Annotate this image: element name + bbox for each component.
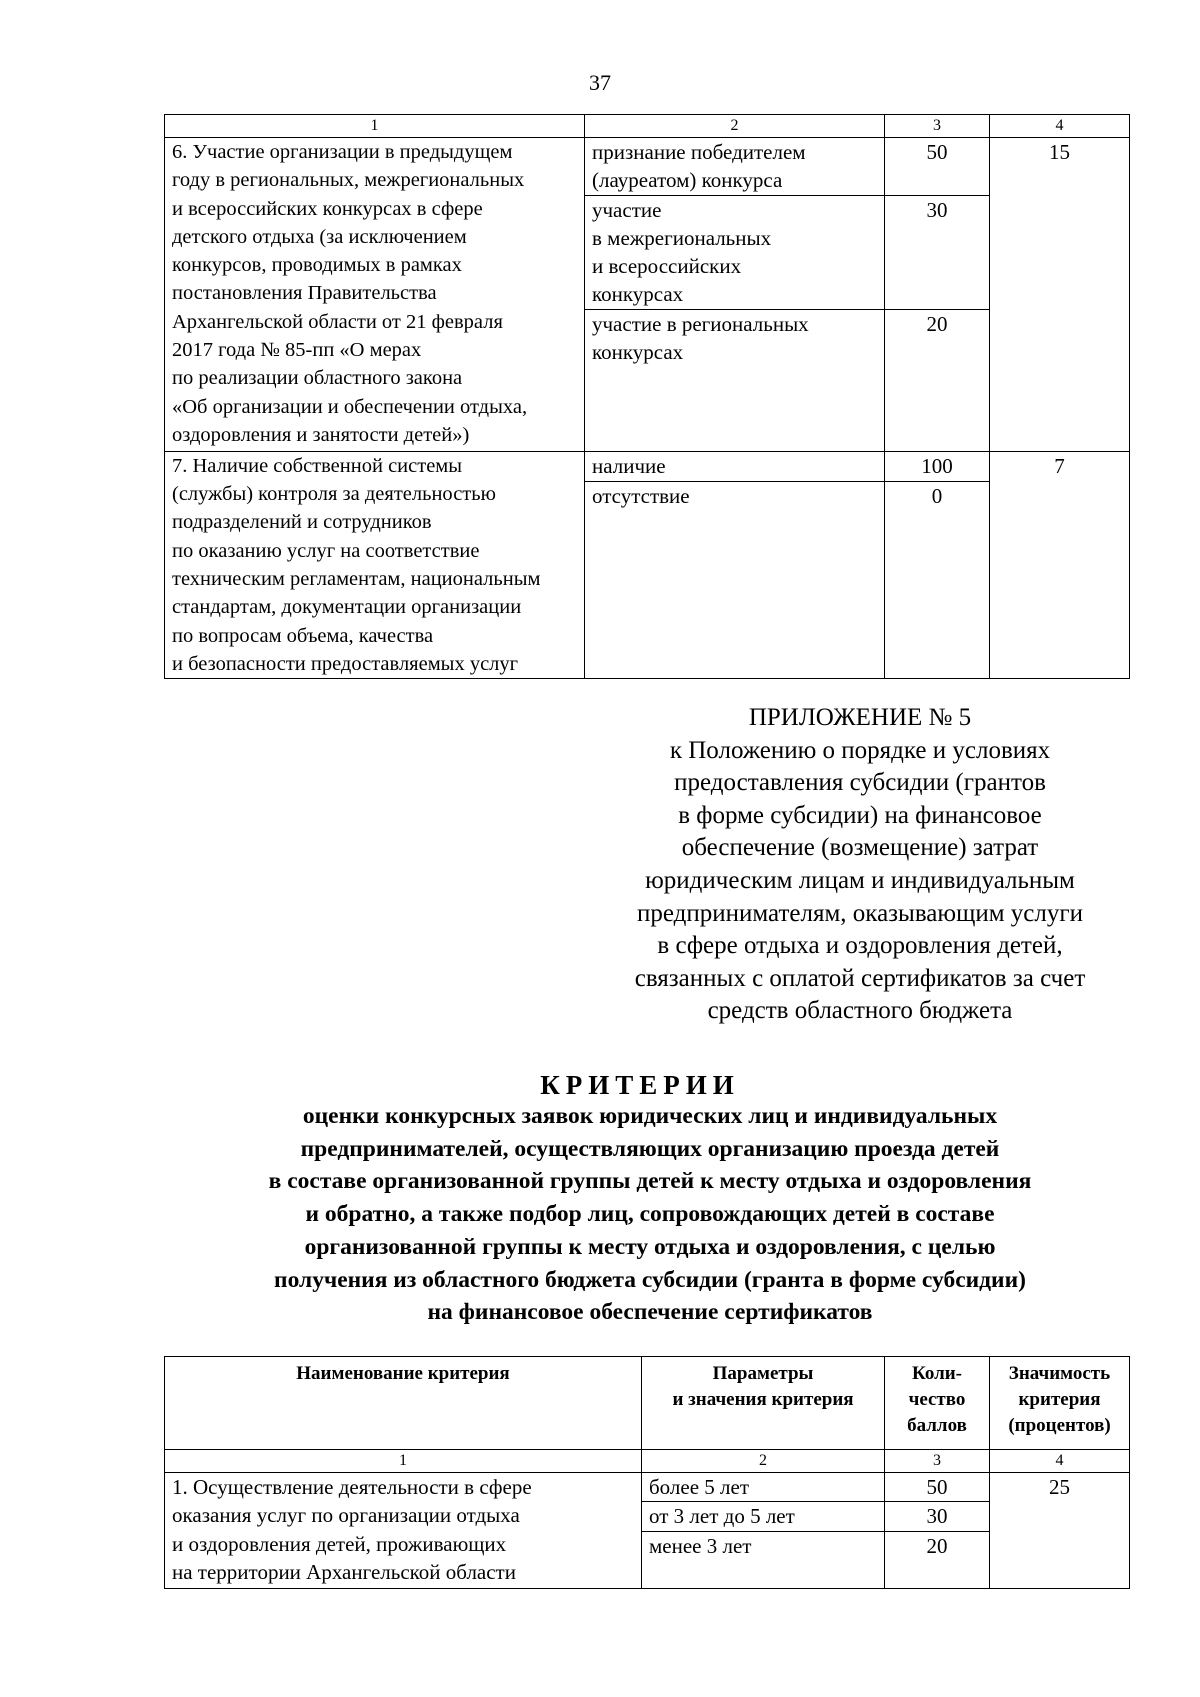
criterion-line: и безопасности предоставляемых услуг [172,652,519,675]
criteria-subtitle-line: организованной группы к месту отдыха и оздоровления, с целью [304,1233,996,1260]
appendix-line: к Положению о порядке и условиях [669,736,1051,764]
param-line: и всероссийских [592,254,742,279]
criteria-subtitle-line: оценки конкурсных заявок юридических лиц и индивидуальных [302,1103,998,1129]
param-cell: от 3 лет до 5 лет [642,1502,885,1531]
appendix-line: в форме субсидии) на финансовое [678,801,1042,829]
header-criterion-name: Наименование критерия [165,1357,642,1450]
col-number: 2 [585,115,885,138]
criterion-cell [165,451,585,678]
page-number: 37 [589,70,611,95]
appendix-heading [590,702,1130,1028]
header-line: и значения критерия [672,1389,854,1410]
param-cell [585,451,885,481]
criteria-title: КРИТЕРИИ [540,1070,740,1100]
criterion-line: «Об организации и обеспечении отдыха, [172,395,528,418]
param-line: отсутствие [592,484,690,509]
criterion-line: 2017 года № 85-пп «О мерах [172,339,422,362]
weight-cell: 25 [990,1473,1130,1589]
param-line: наличие [592,453,666,478]
criterion-line: по реализации областного закона [172,367,463,390]
col-number: 1 [165,1450,642,1473]
header-line: Параметры [712,1363,814,1384]
header-line: (процентов) [1008,1415,1111,1436]
param-cell [585,138,885,196]
points-cell: 30 [885,1502,990,1531]
header-parameters [642,1357,885,1450]
header-line: критерия [1018,1389,1101,1410]
param-line: участие в региональных [592,311,809,336]
criterion-line: 7. Наличие собственной системы [172,454,463,477]
criterion-line: и всероссийских конкурсах в сфере [172,197,483,220]
weight-cell: 15 [990,138,1130,452]
continuation-table [164,114,1130,679]
criterion-line: по вопросам объема, качества [172,624,434,647]
criterion-line: (службы) контроля за деятельностью [172,483,496,506]
header-line: Значимость [1008,1363,1111,1384]
column-number-row [165,1450,1130,1473]
criterion-line: оздоровления и занятости детей») [172,423,470,446]
header-line: баллов [907,1415,967,1436]
header-weight [990,1357,1130,1450]
criterion-line: постановления Правительства [172,282,437,305]
criteria-subtitle-line: и обратно, а также подбор лиц, сопровождающих детей в составе [305,1201,995,1228]
criterion-line: конкурсов, проводимых в рамках [172,254,462,277]
criterion-cell [165,1473,642,1589]
appendix-line: обеспечение (возмещение) затрат [681,834,1039,862]
points-cell: 50 [885,138,990,196]
param-cell: менее 3 лет [642,1531,885,1588]
col-number: 3 [885,115,990,138]
criterion-line: и оздоровления детей, проживающих [172,1531,507,1556]
points-cell: 50 [885,1473,990,1502]
criterion-line: на территории Архангельской области [172,1559,516,1584]
header-line: Коли- [911,1363,962,1384]
appendix-title: ПРИЛОЖЕНИЕ № 5 [748,704,972,731]
appendix-line: связанных с оплатой сертификатов за счет [634,964,1086,992]
header-row [165,1357,1130,1450]
criterion-line: 6. Участие организации в предыдущем [172,141,513,163]
criteria-subtitle [150,1100,1150,1329]
param-line: конкурсах [592,282,684,307]
appendix-line: средств областного бюджета [707,997,1013,1025]
param-line: признание победителем [592,140,806,164]
criterion-line: детского отдыха (за исключением [172,225,467,248]
criterion-line: техническим регламентам, национальным [172,567,541,590]
appendix-line: юридическим лицам и индивидуальным [645,866,1075,894]
param-line: в межрегиональных [592,225,772,250]
table-row [165,138,1130,196]
col-number: 1 [165,115,585,138]
table-row [165,451,1130,481]
param-line: конкурсах [592,340,684,365]
criterion-line: подразделений и сотрудников [172,511,432,534]
points-cell: 100 [885,451,990,481]
points-cell: 20 [885,1531,990,1588]
appendix-line: предпринимателям, оказывающим услуги [637,899,1083,927]
criteria-table [164,1356,1130,1589]
col-number: 4 [990,1450,1130,1473]
column-number-row [165,115,1130,138]
criteria-subtitle-line: на финансовое обеспечение сертификатов [427,1299,873,1326]
col-number: 4 [990,115,1130,138]
criteria-subtitle-line: в составе организованной группы детей к месту отдыха и оздоровления [268,1168,1032,1195]
appendix-line: предоставления субсидии (грантов [674,769,1046,797]
col-number: 2 [642,1450,885,1473]
points-cell: 20 [885,309,990,451]
criterion-cell [165,138,585,452]
header-points [885,1357,990,1450]
criterion-line: по оказанию услуг на соответствие [172,539,480,562]
weight-cell: 7 [990,451,1130,678]
criteria-subtitle-line: получения из областного бюджета субсидии (гранта в форме субсидии) [274,1266,1026,1293]
criterion-line: Архангельской области от 21 февраля [172,310,503,333]
table-row [165,1473,1130,1502]
param-cell: более 5 лет [642,1473,885,1502]
header-line: чество [908,1389,966,1410]
criteria-subtitle-line: предпринимателей, осуществляющих организацию проезда детей [300,1135,1000,1162]
criterion-line: стандартам, документации организации [172,596,522,619]
param-cell [585,309,885,451]
param-cell [585,195,885,309]
col-number: 3 [885,1450,990,1473]
points-cell: 30 [885,195,990,309]
points-cell: 0 [885,482,990,679]
param-line: (лауреатом) конкурса [592,168,783,193]
criterion-line: 1. Осуществление деятельности в сфере [172,1475,532,1499]
param-cell [585,482,885,679]
param-line: участие [592,197,662,222]
criterion-line: оказания услуг по организации отдыха [172,1503,520,1528]
appendix-line: в сфере отдыха и оздоровления детей, [657,932,1063,960]
criterion-line: году в региональных, межрегиональных [172,169,525,192]
